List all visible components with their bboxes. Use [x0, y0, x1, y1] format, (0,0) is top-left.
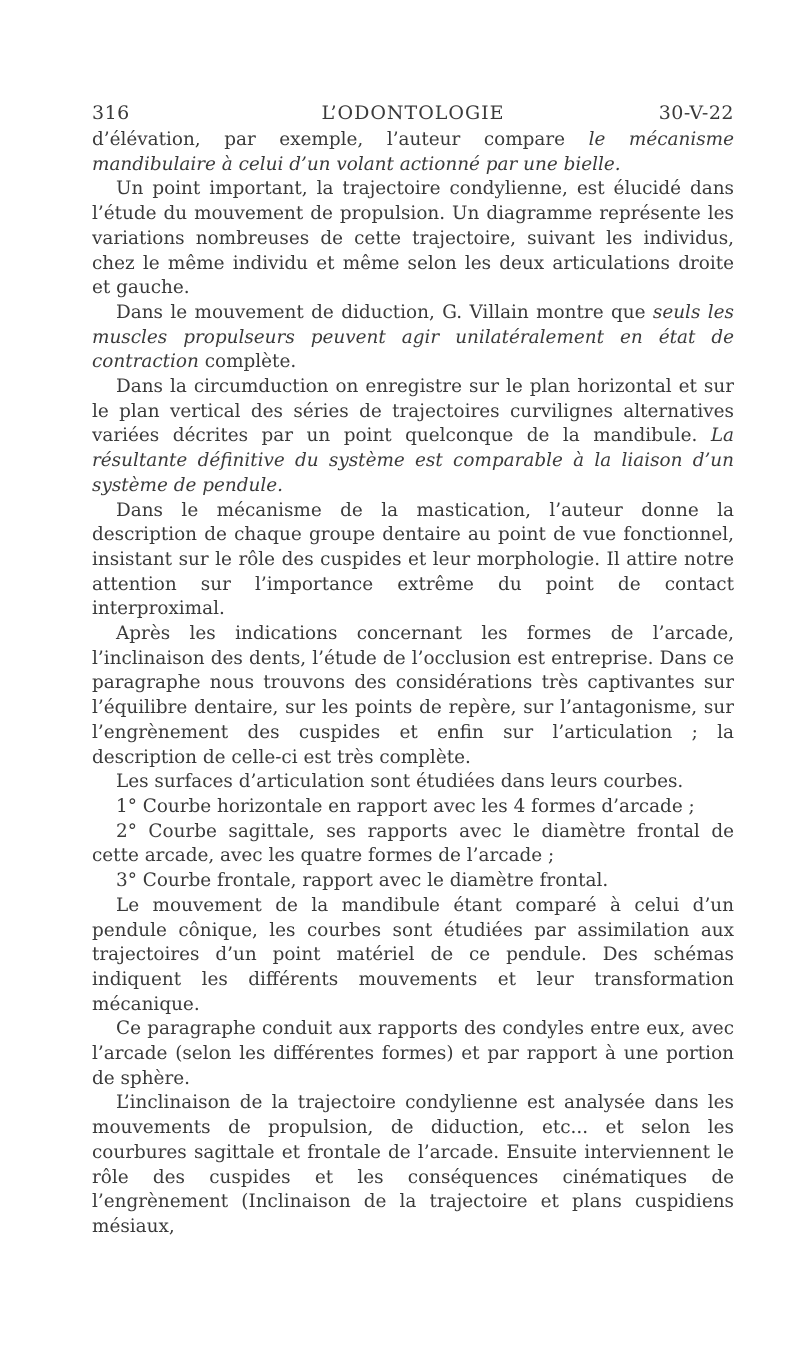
- issue-date: 30-V-22: [658, 102, 734, 124]
- text-run: Ce paragraphe conduit aux rapports des condyles entre eux, avec l’arcade (selon les différentes formes) et par rapport à une portion de sphère.: [92, 1018, 734, 1089]
- paragraph: [92, 820, 734, 869]
- paragraph: [92, 894, 734, 1018]
- paragraph: [92, 770, 734, 795]
- text-run: Après les indications concernant les formes de l’arcade, l’inclinaison des dents, l’étude de l’occlusion est entreprise. Dans ce paragraphe nous trouvons des considérations très captivantes sur l’équilibre dentaire, sur les points de repère, sur l’antagonisme, sur l’engrènement des cuspides et enfin sur l’articulation ; la description de celle-ci est très complète.: [92, 623, 734, 768]
- text-run: Dans le mécanisme de la mastication, l’auteur donne la description de chaque groupe dentaire au point de vue fonctionnel, insistant sur le rôle des cuspides et leur morphologie. Il attire notre attention sur l’importance extrême du point de contact interproximal.: [92, 499, 734, 620]
- text-run: Dans la circumduction on enregistre sur le plan horizontal et sur le plan vertical des séries de trajectoires curvilignes alternatives variées décrites par un point quelconque de la mandibule.: [92, 376, 734, 447]
- text-run: complète.: [198, 351, 297, 373]
- paragraph: [92, 301, 734, 375]
- paragraph: [92, 622, 734, 770]
- paragraph: [92, 177, 734, 301]
- running-header: [92, 96, 734, 128]
- book-page: [92, 96, 734, 1316]
- paragraph: [92, 1017, 734, 1091]
- italic-text: le mécanisme mandibulaire à celui d’un volant actionné par une bielle.: [92, 129, 734, 175]
- text-run: L’inclinaison de la trajectoire condylienne est analysée dans les mouvements de propulsion, de diduction, etc... et selon les courbures sagittale et frontale de l’arcade. Ensuite interviennent le rôle des cuspides et les conséquences cinématiques de l’engrènement (Inclinaison de la trajectoire et plans cuspidiens mésiaux,: [92, 1092, 734, 1237]
- page-number: 316: [92, 102, 130, 124]
- paragraph: [92, 375, 734, 499]
- text-run: Le mouvement de la mandibule étant comparé à celui d’un pendule cônique, les courbes sont étudiées par assimilation aux trajectoires d’un point matériel de ce pendule. Des schémas indiquent les différents mouvements et leur transformation mécanique.: [92, 894, 734, 1015]
- italic-text: La résultante définitive du système est comparable à la liaison d’un système de pendule.: [92, 425, 734, 496]
- text-run: Un point important, la trajectoire condylienne, est élucidé dans l’étude du mouvement de propulsion. Un diagramme représente les variations nombreuses de cette trajectoire, suivant les individus, chez le même individu et même selon les deux articulations droite et gauche.: [92, 178, 734, 299]
- paragraph: [92, 1091, 734, 1239]
- text-run: Les surfaces d’articulation sont étudiées dans leurs courbes.: [116, 771, 684, 793]
- paragraph: [92, 128, 734, 177]
- text-run: 3° Courbe frontale, rapport avec le diamètre frontal.: [116, 870, 609, 892]
- text-run: 1° Courbe horizontale en rapport avec les 4 formes d’arcade ;: [116, 795, 695, 817]
- text-run: 2° Courbe sagittale, ses rapports avec le diamètre frontal de cette arcade, avec les quatre formes de l’arcade ;: [92, 820, 734, 867]
- italic-text: seuls les muscles propulseurs peuvent agir unilatéralement en état de contraction: [92, 301, 734, 373]
- text-run: d’élévation, par exemple, l’auteur compare: [92, 129, 589, 150]
- paragraph: [92, 795, 734, 820]
- paragraph: [92, 869, 734, 894]
- journal-title: L’ODONTOLOGIE: [321, 102, 505, 124]
- body-text: [92, 128, 734, 1240]
- paragraph: [92, 499, 734, 623]
- text-run: Dans le mouvement de diduction, G. Villain montre que: [116, 301, 653, 323]
